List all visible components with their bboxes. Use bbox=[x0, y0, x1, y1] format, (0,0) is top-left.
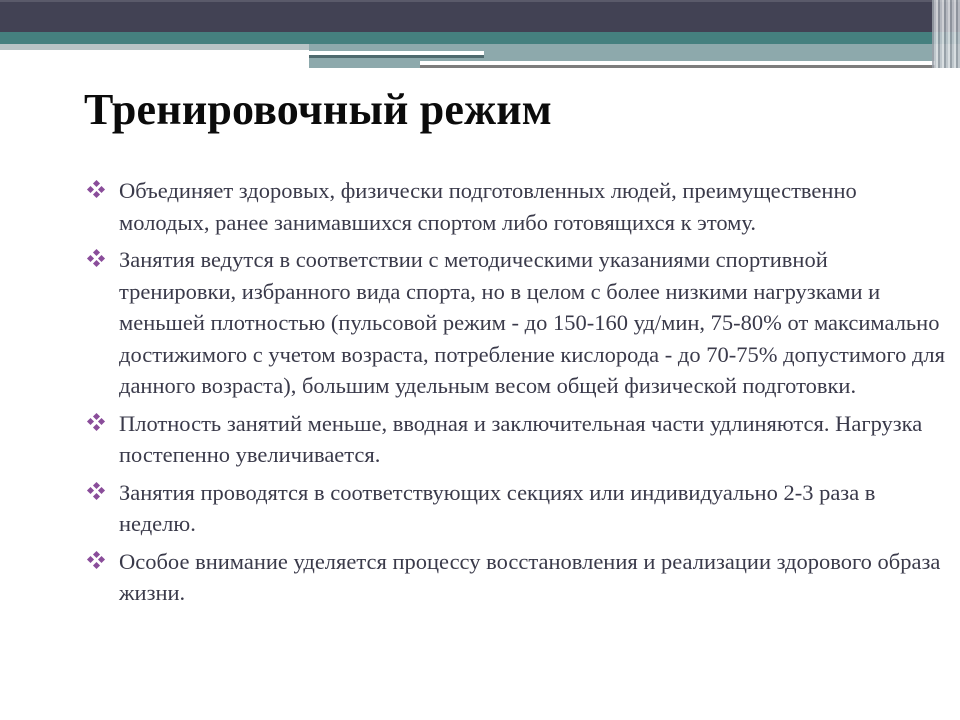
slide-title: Тренировочный режим bbox=[84, 85, 552, 134]
four-diamond-bullet-icon bbox=[88, 483, 104, 499]
four-diamond-bullet-icon bbox=[88, 250, 104, 266]
teal-accent-band bbox=[0, 32, 960, 44]
teal-band-shadow bbox=[0, 44, 310, 50]
bullet-item bbox=[86, 546, 946, 609]
four-diamond-bullet-icon bbox=[88, 552, 104, 568]
bullet-text: Особое внимание уделяется процессу восстановления и реализации здорового образа жизни. bbox=[119, 548, 941, 605]
bullet-item bbox=[86, 175, 946, 238]
bullet-list bbox=[86, 175, 946, 615]
bullet-item bbox=[86, 477, 946, 540]
bullet-text: Занятия проводятся в соответствующих секциях или индивидуально 2-3 раза в неделю. bbox=[119, 479, 876, 536]
decorative-ribs bbox=[932, 0, 960, 68]
header-band bbox=[0, 0, 960, 32]
header-band-edge bbox=[0, 0, 960, 2]
four-diamond-bullet-icon bbox=[88, 181, 104, 197]
bullet-text: Занятия ведутся в соответствии с методическими указаниями спортивной тренировки, избранного вида спорта, но в целом с более низкими нагрузками и меньшей плотностью (пульсовой режим - до 150-160 уд/мин, 75-80% от максимально достижимого с учетом возраста, потребление кислорода - до 70-75% допустимого для данного возраста), большим удельным весом общей физической подготовки. bbox=[119, 247, 945, 398]
decorative-stripe bbox=[420, 65, 935, 68]
four-diamond-bullet-icon bbox=[88, 414, 104, 430]
decorative-stripe bbox=[309, 55, 484, 58]
bullet-item bbox=[86, 408, 946, 471]
bullet-text: Плотность занятий меньше, вводная и заключительная части удлиняются. Нагрузка постепенно увеличивается. bbox=[119, 410, 923, 467]
bullet-text: Объединяет здоровых, физически подготовленных людей, преимущественно молодых, ранее занимавшихся спортом либо готовящихся к этому. bbox=[119, 178, 857, 235]
bullet-item bbox=[86, 244, 946, 402]
